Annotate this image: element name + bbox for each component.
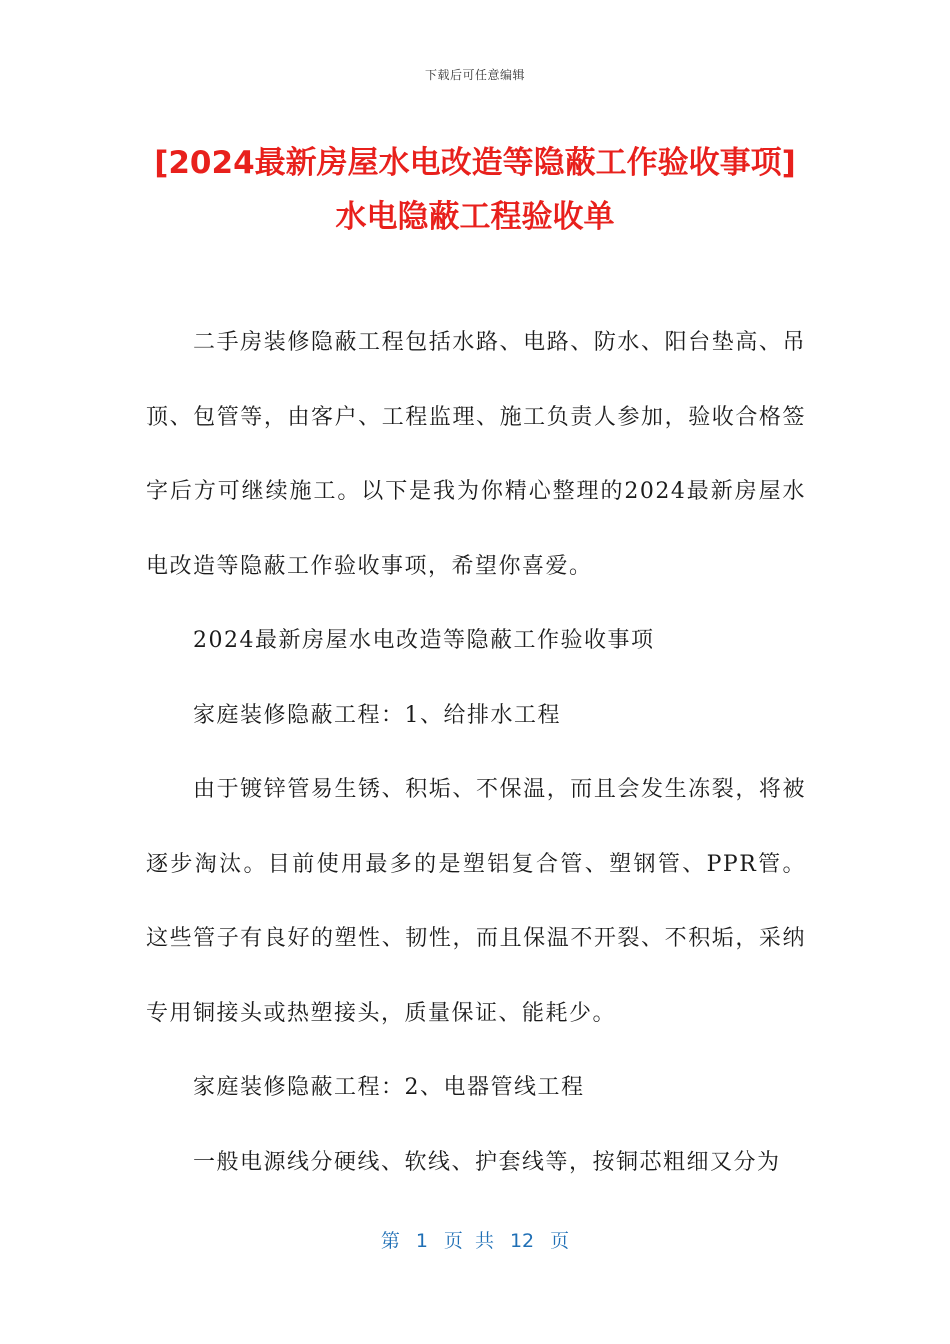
paragraph-electric-wires: 一般电源线分硬线、软线、护套线等，按铜芯粗细又分为 [193,1149,781,1175]
paragraph-subheading-water: 家庭装修隐蔽工程：1、给排水工程 [193,702,561,728]
footer-prefix: 第 [380,1230,400,1252]
footer-total-pages: 12 [509,1230,535,1252]
document-title: [2024最新房屋水电改造等隐蔽工作验收事项]水电隐蔽工程验收单 [154,145,796,235]
paragraph-subheading-electric: 家庭装修隐蔽工程：2、电器管线工程 [193,1075,585,1100]
header-note: 下载后可任意编辑 [424,68,525,82]
document-body [146,306,806,1200]
footer-suffix: 页 [550,1230,570,1252]
paragraph-section-heading: 2024最新房屋水电改造等隐蔽工作验收事项 [193,628,655,653]
page-footer [0,1226,950,1253]
footer-current-page: 1 [415,1230,428,1252]
footer-middle: 页 共 [443,1230,494,1252]
paragraph-water-pipes: 由于镀锌管易生锈、积垢、不保温，而且会发生冻裂，将被逐步淘汰。目前使用最多的是塑铝复合管、塑钢管、PPR管。这些管子有良好的塑性、韧性，而且保温不开裂、不积垢，采纳专用铜接头或热塑接头，质量保证、能耗少。 [146,777,806,1026]
paragraph-intro: 二手房装修隐蔽工程包括水路、电路、防水、阳台垫高、吊顶、包管等，由客户、工程监理、施工负责人参加，验收合格签字后方可继续施工。以下是我为你精心整理的2024最新房屋水电改造等隐蔽工作验收事项，希望你喜爱。 [146,330,806,579]
